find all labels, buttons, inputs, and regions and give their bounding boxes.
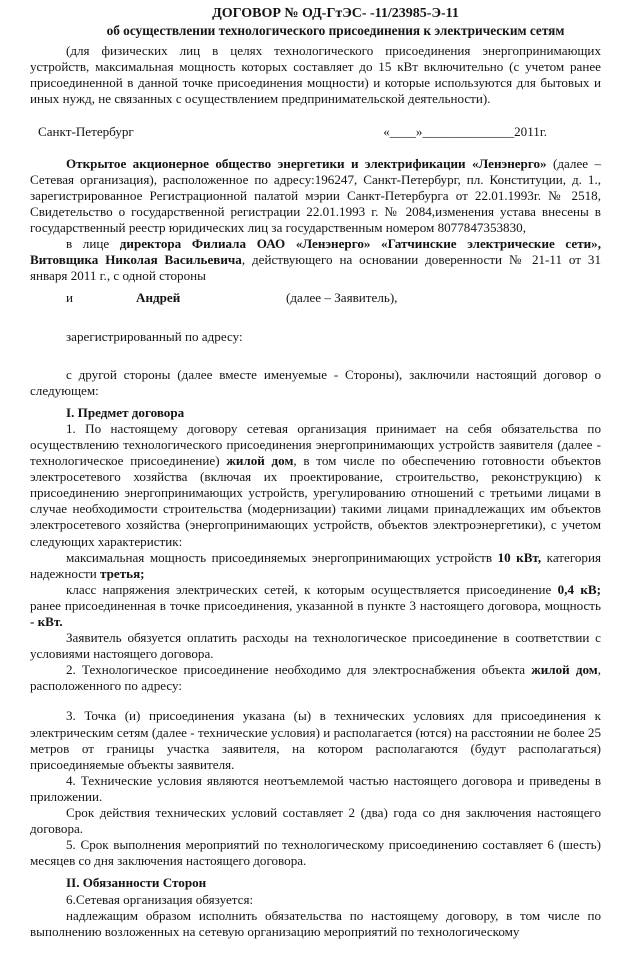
document-title: ДОГОВОР № ОД-ГтЭС- -11/23985-Э-11 — [212, 6, 459, 21]
clause-1-object: жилой дом — [226, 453, 294, 469]
document-subtitle: об осуществлении технологического присоединения к электрическим сетям — [106, 23, 565, 39]
representative-details: , действующего на основании доверенности № 21-11 от 31 января 2011 г., с одной стороны — [30, 252, 601, 284]
rep-prefix: в лице — [66, 236, 120, 252]
clause-6: 6.Сетевая организация обязуется: — [66, 891, 254, 907]
reliability-category: третья; — [100, 565, 145, 581]
applicant-name: Андрей — [136, 290, 181, 306]
clause-2-object: жилой дом — [531, 662, 598, 678]
contract-date: «____»______________2011г. — [383, 123, 547, 139]
voltage-text-b: ранее присоединенная в точке присоединения, указанной в пункте 3 настоящего договора, мощность — [30, 597, 601, 613]
applicant-registered: зарегистрированный по адресу: — [66, 328, 243, 344]
clause-5: 5. Срок выполнения мероприятий по технологическому присоединению составляет 6 (шесть) месяцев со дня заключения настоящего договора. — [30, 837, 601, 869]
section2-title: II. Обязанности Сторон — [66, 875, 207, 891]
applicant-and: и — [66, 290, 74, 306]
section1-title: I. Предмет договора — [66, 404, 185, 420]
party1-paragraph — [30, 156, 601, 236]
representative-name: директора Филиала ОАО «Ленэнерго» «Гатчинские электрические сети», Витовщика Николая Васильевича — [30, 236, 601, 268]
clause-2-text-b: , расположенного по адресу: — [30, 662, 602, 694]
clause-4-term: Срок действия технических условий составляет 2 (два) года со дня заключения настоящего договора. — [30, 805, 601, 837]
clause-4: 4. Технические условия являются неотъемлемой частью настоящего договора и приведены в приложении. — [30, 772, 601, 804]
representative-paragraph — [30, 236, 601, 284]
clause-1-text-a: 1. По настоящему договору сетевая организация принимает на себя обязательства по осуществлению технологического присоединения энергопринимающих устройств заявителя (далее - технологическое присоединение) — [30, 420, 601, 469]
power-text-b: категория надежности — [30, 549, 601, 581]
clause-1 — [30, 421, 601, 550]
clause-1-payment: Заявитель обязуется оплатить расходы на технологическое присоединение в соответствии с условиями настоящего договора. — [30, 630, 601, 662]
clause-2 — [30, 662, 601, 694]
place-date-line — [30, 124, 601, 140]
clause-3: 3. Точка (и) присоединения указана (ы) в технических условиях для присоединения к электрическим сетям (далее - технические условия) и располагается (ются) на расстоянии не более 25 метров от границы участка заявителя, на котором располагаются (будут располагаться) присоединяемые объекты заявителя. — [30, 708, 601, 772]
previous-power: - кВт. — [30, 614, 63, 629]
other-side-paragraph: с другой стороны (далее вместе именуемые - Стороны), заключили настоящий договор о следующем: — [30, 366, 601, 398]
power-text-a: максимальная мощность присоединяемых энергопринимающих устройств — [66, 549, 498, 565]
voltage-text-a: класс напряжения электрических сетей, к которым осуществляется присоединение — [66, 581, 558, 597]
party1-details: (далее – Сетевая организация), расположенное по адресу:196247, Санкт-Петербург, пл. Конституции, д. 1., зарегистрированное Регистрационной палатой мэрии Санкт-Петербурга от 22.01.1993г. № 2518, Свидетельство о государственной регистрации 22.01.1993 г. № 2084,изменения устава внесены в государственный реестр юридических лиц за государственным номером 8077847353830, — [30, 155, 602, 236]
party1-name: Открытое акционерное общество энергетики и электрификации «Ленэнерго» — [66, 155, 547, 171]
clause-1-voltage — [30, 582, 601, 630]
applicant-line — [30, 290, 601, 306]
contract-page — [0, 6, 623, 957]
clause-6-a: надлежащим образом исполнить обязательства по настоящему договору, в том числе по выполнению возложенных на сетевую организацию мероприятий по технологическому — [30, 907, 601, 939]
preamble: (для физических лиц в целях технологического присоединения энергопринимающих устройств, максимальная мощность которых составляет до 15 кВт включительно (с учетом ранее присоединенной в данной точке присоединения мощности) и которые используются для бытовых и иных нужд, не связанных с осуществлением предпринимательской деятельности). — [30, 43, 601, 107]
clause-1-power — [30, 550, 601, 582]
clause-2-text-a: 2. Технологическое присоединение необходимо для электроснабжения объекта — [66, 662, 532, 678]
clause-1-text-b: , в том числе по обеспечению готовности объектов электросетевого хозяйства (включая их проектирование, строительство, реконструкцию) к присоединению энергопринимающих устройств, урегулированию отношений с третьими лицами в случае необходимости строительства (модернизации) такими лицами принадлежащих им объектов электросетевого хозяйства (энергопринимающих устройств, объектов электроэнергетики), с учетом следующих характеристик: — [30, 453, 602, 549]
voltage-value: 0,4 кВ; — [557, 581, 602, 597]
city: Санкт-Петербург — [38, 123, 134, 139]
applicant-role: (далее – Заявитель), — [286, 290, 398, 306]
power-value: 10 кВт, — [497, 549, 542, 565]
